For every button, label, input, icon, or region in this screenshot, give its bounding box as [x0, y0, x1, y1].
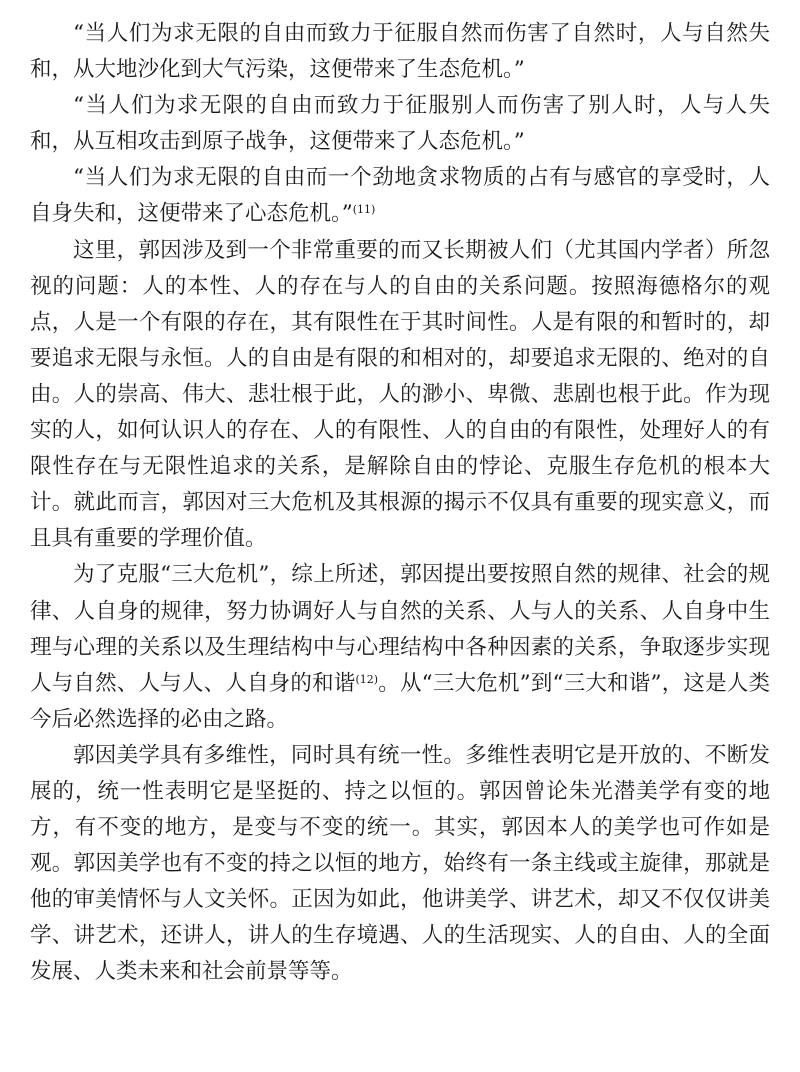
- paragraph-text: “当人们为求无限的自由而致力于征服自然而伤害了自然时，人与自然失和，从大地沙化到大气污染，这便带来了生态危机。”: [30, 21, 770, 83]
- paragraph-human-nature-freedom: [30, 233, 770, 558]
- paragraph-text: 郭因美学具有多维性，同时具有统一性。多维性表明它是开放的、不断发展的，统一性表明它是坚挺的、持之以恒的。郭因曾论朱光潜美学有变的地方，有不变的地方，是变与不变的统一。其实，郭因本人的美学也可作如是观。郭因美学也有不变的持之以恒的地方，始终有一条主线或主旋律，那就是他的审美情怀与人文关怀。正因为如此，他讲美学、讲艺术，却又不仅仅讲美学、讲艺术，还讲人，讲人的生存境遇、人的生活现实、人的自由、人的全面发展、人类未来和社会前景等等。: [30, 742, 770, 985]
- paragraph-text-tail: 。从“三大危机”到“三大和谐”，这是人类今后必然选择的必由之路。: [30, 670, 770, 732]
- document-page: [30, 16, 770, 991]
- footnote-ref-12: (12): [355, 672, 379, 686]
- paragraph-aesthetics-unity: [30, 738, 770, 991]
- paragraph-mental-crisis-quote: [30, 160, 770, 232]
- paragraph-text: 为了克服“三大危机”，综上所述，郭因提出要按照自然的规律、社会的规律、人自身的规律，努力协调好人与自然的关系、人与人的关系、人自身中生理与心理的关系以及生理结构中与心理结构中各种因素的关系，争取逐步实现人与自然、人与人、人自身的和谐: [30, 562, 770, 696]
- paragraph-text: 这里，郭因涉及到一个非常重要的而又长期被人们（尤其国内学者）所忽视的问题：人的本性、人的存在与人的自由的关系问题。按照海德格尔的观点，人是一个有限的存在，其有限性在于其时间性。人是有限的和暂时的，却要追求无限与永恒。人的自由是有限的和相对的，却要追求无限的、绝对的自由。人的崇高、伟大、悲壮根于此，人的渺小、卑微、悲剧也根于此。作为现实的人，如何认识人的存在、人的有限性、人的自由的有限性，处理好人的有限性存在与无限性追求的关系，是解除自由的悖论、克服生存危机的根本大计。就此而言，郭因对三大危机及其根源的揭示不仅具有重要的现实意义，而且具有重要的学理价值。: [30, 237, 770, 552]
- footnote-ref-11: (11): [352, 203, 376, 217]
- paragraph-ecological-crisis-quote: [30, 16, 770, 88]
- paragraph-text: “当人们为求无限的自由而一个劲地贪求物质的占有与感官的享受时，人自身失和，这便带来了心态危机。”: [30, 165, 770, 227]
- paragraph-text: “当人们为求无限的自由而致力于征服别人而伤害了别人时，人与人失和，从互相攻击到原子战争，这便带来了人态危机。”: [30, 93, 770, 155]
- paragraph-human-crisis-quote: [30, 88, 770, 160]
- paragraph-three-harmonies: [30, 557, 770, 737]
